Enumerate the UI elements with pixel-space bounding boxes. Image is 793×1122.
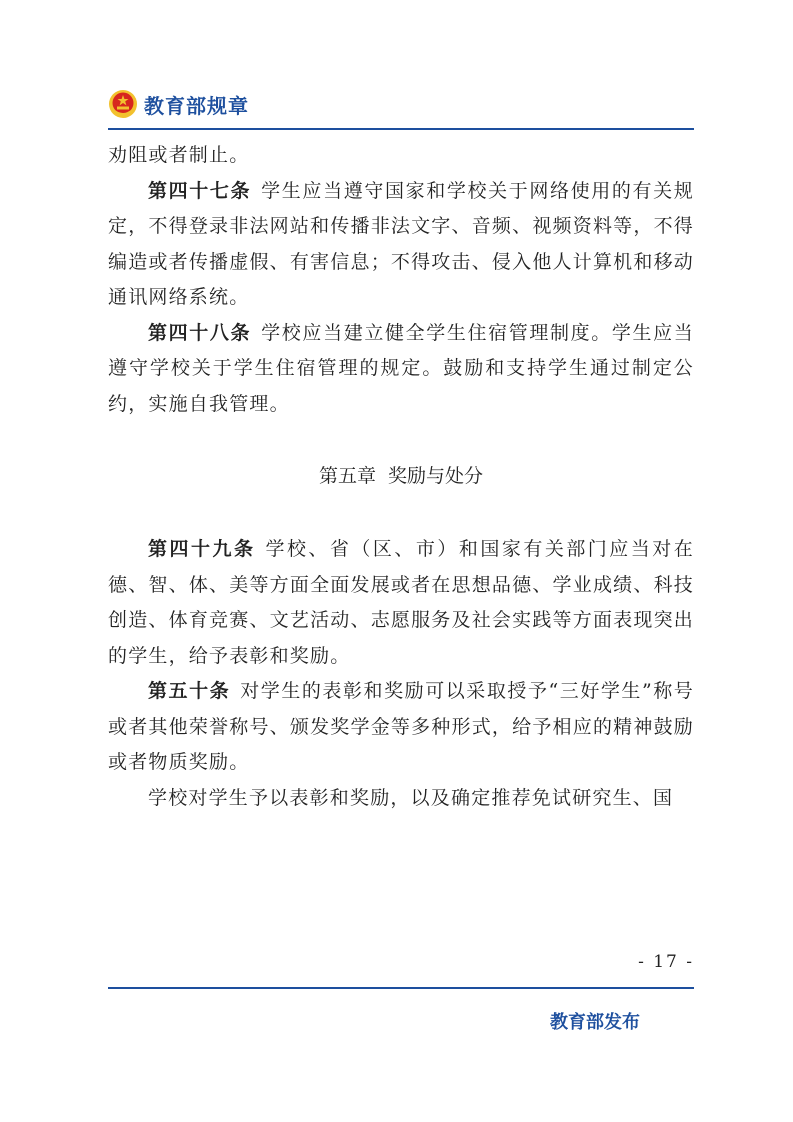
footer-divider <box>108 987 694 989</box>
document-body <box>108 138 694 816</box>
paragraph-continuation <box>108 138 694 174</box>
paragraph-continuation <box>108 781 694 817</box>
article-number: 第四十七条 <box>148 179 252 202</box>
article-49 <box>108 532 694 674</box>
footer-publisher: 教育部发布 <box>550 1012 640 1033</box>
article-number: 第四十九条 <box>148 538 256 560</box>
national-emblem-icon <box>108 89 138 119</box>
article-text: 对学生的表彰和奖励可以采取授予“三好学生”称号或者其他荣誉称号、颁发奖学金等多种形式，给予相应的精神鼓励或者物质奖励。 <box>108 680 694 773</box>
page-header <box>108 84 249 124</box>
article-47 <box>108 174 694 316</box>
paragraph-text: 劝阻或者制止。 <box>108 144 250 166</box>
article-48 <box>108 316 694 423</box>
article-text: 学生应当遵守国家和学校关于网络使用的有关规定，不得登录非法网站和传播非法文字、音频、视频资料等，不得编造或者传播虚假、有害信息；不得攻击、侵入他人计算机和移动通讯网络系统。 <box>108 179 694 308</box>
article-text: 学校应当建立健全学生住宿管理制度。学生应当遵守学校关于学生住宿管理的规定。鼓励和支持学生通过制定公约，实施自我管理。 <box>108 321 694 415</box>
article-50 <box>108 674 694 781</box>
header-divider <box>108 128 694 130</box>
article-text: 学校、省（区、市）和国家有关部门应当对在德、智、体、美等方面全面发展或者在思想品德、学业成绩、科技创造、体育竞赛、文艺活动、志愿服务及社会实践等方面表现突出的学生，给予表彰和奖励。 <box>108 538 694 667</box>
chapter-heading: 第五章 奖励与处分 <box>318 465 484 487</box>
article-number: 第五十条 <box>148 680 231 702</box>
page-number: - 17 - <box>638 952 694 972</box>
header-title: 教育部规章 <box>144 93 249 118</box>
paragraph-text: 学校对学生予以表彰和奖励，以及确定推荐免试研究生、国 <box>148 786 674 809</box>
article-number: 第四十八条 <box>148 321 252 344</box>
